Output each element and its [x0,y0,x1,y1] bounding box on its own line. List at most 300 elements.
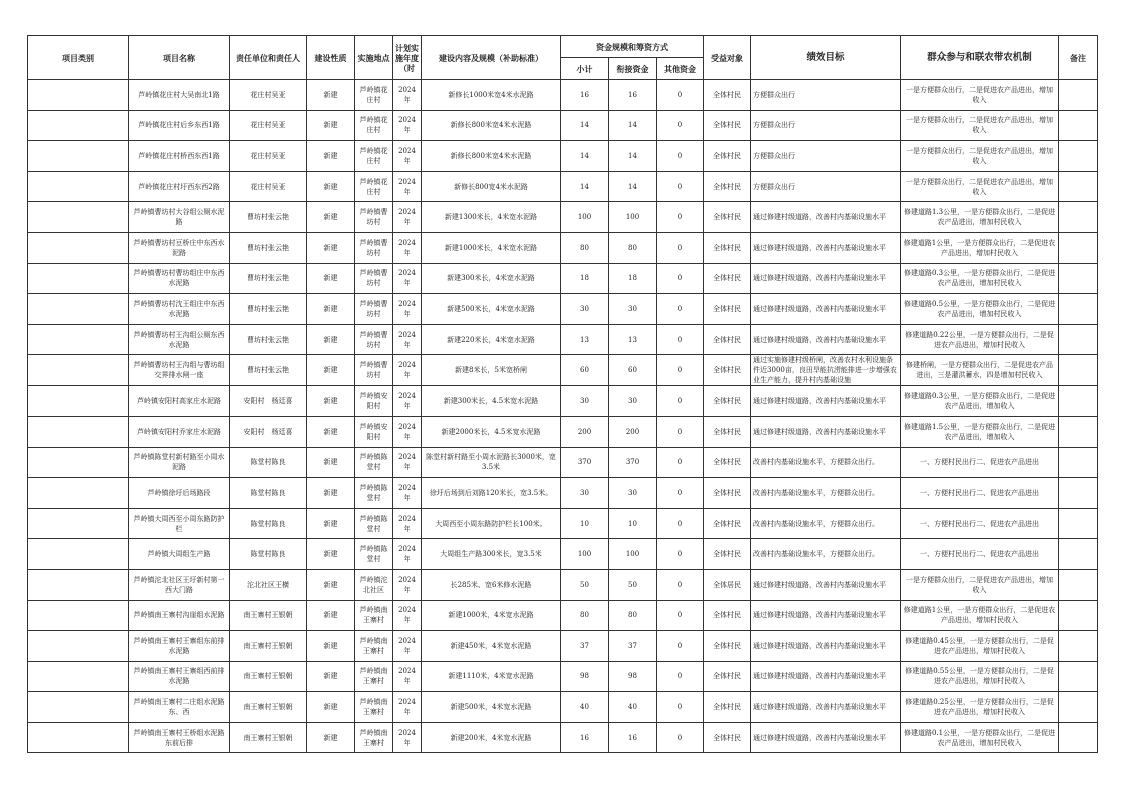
cell-performance-goal: 通过修建村级道路，改善村内基础设施水平 [751,324,901,355]
cell-content: 新修长800米宽4米水泥路 [422,141,561,172]
cell-project-name: 芦岭镇花庄村大吴南北1路 [129,80,230,111]
cell-farmer-mechanism: 修建道路0.3公里，一是方便群众出行，二是促进农产品进出，增加村民收入 [901,263,1059,294]
cell-category [28,294,129,325]
cell-construction-nature: 新建 [307,508,355,539]
header-name: 项目名称 [129,36,230,80]
table-row [28,631,1098,662]
cell-beneficiary: 全体村民 [704,600,751,631]
cell-beneficiary: 全体村民 [704,386,751,417]
header-unit: 责任单位和责任人 [230,36,307,80]
table-body [28,80,1098,753]
cell-beneficiary: 全体村民 [704,692,751,723]
cell-responsible-unit: 南王寨村王银朝 [230,631,307,662]
cell-location: 芦岭镇曹坊村 [355,263,393,294]
cell-category [28,478,129,509]
table-row [28,569,1098,600]
cell-category [28,202,129,233]
table-row [28,386,1098,417]
cell-content: 新建200米，4米宽水泥路 [422,722,561,753]
cell-category [28,171,129,202]
cell-farmer-mechanism: 修建道路0.3公里，一是方便群众出行，二是促进农产品进出，增加收入 [901,386,1059,417]
cell-construction-nature: 新建 [307,569,355,600]
cell-subtotal: 14 [561,141,609,172]
cell-note [1059,80,1098,111]
cell-linked-funds: 40 [609,692,657,723]
cell-note [1059,263,1098,294]
header-year: 计划实施年度（时 [393,36,422,80]
cell-performance-goal: 方便群众出行 [751,110,901,141]
cell-performance-goal: 通过修建村级道路，改善村内基础设施水平 [751,600,901,631]
cell-performance-goal: 改善村内基础设施水平，方便群众出行。 [751,508,901,539]
cell-subtotal: 80 [561,600,609,631]
table-row [28,171,1098,202]
cell-construction-nature: 新建 [307,355,355,386]
cell-project-name: 芦岭镇安阳村高家庄水泥路 [129,386,230,417]
cell-project-name: 芦岭镇曹坊村豆桥庄中东西水泥路 [129,232,230,263]
cell-farmer-mechanism: 修建道路0.22公里，一是方便群众出行，二是促进农产品进出，增加村民收入 [901,324,1059,355]
cell-project-name: 芦岭镇花庄村圩西东西2路 [129,171,230,202]
cell-project-name: 芦岭镇曹坊村沈王组庄中东西水泥路 [129,294,230,325]
cell-linked-funds: 100 [609,202,657,233]
cell-year: 2024年 [393,355,422,386]
cell-responsible-unit: 陈堂村陈良 [230,539,307,570]
cell-other-funds: 0 [657,508,704,539]
table-row [28,80,1098,111]
cell-farmer-mechanism: 一、方便村民出行二、促进农产品进出 [901,478,1059,509]
cell-location: 芦岭镇花庄村 [355,110,393,141]
cell-beneficiary: 全体村民 [704,539,751,570]
header-nature: 建设性质 [307,36,355,80]
cell-beneficiary: 全体村民 [704,141,751,172]
cell-other-funds: 0 [657,171,704,202]
cell-performance-goal: 改善村内基础设施水平，方便群众出行。 [751,447,901,478]
table-row [28,539,1098,570]
cell-performance-goal: 方便群众出行 [751,171,901,202]
cell-content: 新建300米长，4.5米宽水泥路 [422,386,561,417]
cell-year: 2024年 [393,692,422,723]
cell-location: 芦岭镇陈堂村 [355,447,393,478]
cell-responsible-unit: 安阳村 杨廷喜 [230,416,307,447]
cell-note [1059,141,1098,172]
cell-beneficiary: 全体村民 [704,631,751,662]
cell-linked-funds: 30 [609,386,657,417]
cell-performance-goal: 通过修建村级道路，改善村内基础设施水平 [751,294,901,325]
cell-location: 芦岭镇曹坊村 [355,202,393,233]
cell-content: 新建1110米，4米宽水泥路 [422,661,561,692]
cell-category [28,569,129,600]
cell-year: 2024年 [393,386,422,417]
cell-linked-funds: 30 [609,478,657,509]
cell-project-name: 芦岭镇花庄村后乡东西1路 [129,110,230,141]
cell-content: 新建1000米，4米宽水泥路 [422,600,561,631]
cell-location: 芦岭镇曹坊村 [355,294,393,325]
cell-other-funds: 0 [657,141,704,172]
cell-content: 大周组生产路300米长，宽3.5米 [422,539,561,570]
cell-note [1059,202,1098,233]
cell-content: 新建220米长，4米宽水泥路 [422,324,561,355]
cell-linked-funds: 50 [609,569,657,600]
cell-responsible-unit: 花庄村吴亚 [230,110,307,141]
cell-subtotal: 16 [561,80,609,111]
header-content: 建设内容及规模（补助标准） [422,36,561,80]
header-goal: 绩效目标 [751,36,901,80]
cell-beneficiary: 全体村民 [704,355,751,386]
cell-construction-nature: 新建 [307,661,355,692]
cell-note [1059,600,1098,631]
cell-construction-nature: 新建 [307,110,355,141]
cell-beneficiary: 全体村民 [704,447,751,478]
cell-category [28,80,129,111]
cell-construction-nature: 新建 [307,416,355,447]
cell-location: 芦岭镇曹坊村 [355,355,393,386]
cell-construction-nature: 新建 [307,324,355,355]
cell-farmer-mechanism: 一是方便群众出行，二是促进农产品进出，增加收入 [901,171,1059,202]
cell-subtotal: 200 [561,416,609,447]
cell-beneficiary: 全体村民 [704,324,751,355]
cell-construction-nature: 新建 [307,202,355,233]
cell-location: 芦岭镇曹坊村 [355,324,393,355]
cell-category [28,263,129,294]
table-row [28,232,1098,263]
cell-linked-funds: 200 [609,416,657,447]
cell-project-name: 芦岭镇南王寨村王桥组水泥路东前后排 [129,722,230,753]
cell-location: 芦岭镇安阳村 [355,386,393,417]
cell-beneficiary: 全体村民 [704,110,751,141]
cell-linked-funds: 13 [609,324,657,355]
cell-content: 大周西至小周东路防护栏长100米。 [422,508,561,539]
cell-responsible-unit: 陈堂村陈良 [230,447,307,478]
cell-farmer-mechanism: 修建道路1.3公里，一是方便群众出行，二是促进农产品进出，增加村民收入 [901,202,1059,233]
cell-other-funds: 0 [657,202,704,233]
cell-performance-goal: 通过修建村级道路，改善村内基础设施水平 [751,631,901,662]
cell-category [28,722,129,753]
table-row [28,447,1098,478]
cell-beneficiary: 全体村民 [704,661,751,692]
header-linked-funds: 衔接资金 [609,58,657,80]
cell-note [1059,539,1098,570]
cell-project-name: 芦岭镇南王寨村王寨组西前排水泥路 [129,661,230,692]
cell-note [1059,294,1098,325]
cell-category [28,600,129,631]
cell-content: 新建1000米长，4米宽水泥路 [422,232,561,263]
cell-construction-nature: 新建 [307,539,355,570]
cell-linked-funds: 14 [609,171,657,202]
cell-other-funds: 0 [657,569,704,600]
cell-year: 2024年 [393,263,422,294]
table-row [28,263,1098,294]
cell-subtotal: 16 [561,722,609,753]
cell-construction-nature: 新建 [307,478,355,509]
cell-year: 2024年 [393,294,422,325]
cell-note [1059,171,1098,202]
cell-beneficiary: 全体村民 [704,722,751,753]
cell-subtotal: 40 [561,692,609,723]
cell-project-name: 芦岭镇南王寨村二庄组水泥路东、西 [129,692,230,723]
cell-year: 2024年 [393,141,422,172]
table-row [28,722,1098,753]
cell-project-name: 芦岭镇沱北社区王圩新村第一西大门路 [129,569,230,600]
cell-performance-goal: 通过修建村级道路，改善村内基础设施水平 [751,263,901,294]
cell-note [1059,386,1098,417]
cell-project-name: 芦岭镇花庄村桥西东西1路 [129,141,230,172]
cell-linked-funds: 16 [609,80,657,111]
cell-farmer-mechanism: 修建桥闸，一是方便群众出行，二是促进农产品进出，三是灌洪蓄水，四是增加村民收入 [901,355,1059,386]
cell-project-name: 芦岭镇大周西至小周东路防护栏 [129,508,230,539]
cell-beneficiary: 全体村民 [704,294,751,325]
cell-project-name: 芦岭镇南王寨村王寨组东前排水泥路 [129,631,230,662]
cell-beneficiary: 全体村民 [704,508,751,539]
cell-farmer-mechanism: 修建道路0.1公里，一是方便群众出行，二是促进农产品进出，增加村民收入 [901,722,1059,753]
cell-beneficiary: 全体村民 [704,416,751,447]
cell-farmer-mechanism: 一是方便群众出行，二是促进农产品进出，增加收入 [901,569,1059,600]
table-row [28,416,1098,447]
table-row [28,110,1098,141]
cell-construction-nature: 新建 [307,263,355,294]
cell-content: 新建300米长，4米宽水泥路 [422,263,561,294]
cell-year: 2024年 [393,171,422,202]
cell-farmer-mechanism: 修建道路0.25公里，一是方便群众出行，二是促进农产品进出，增加村民收入 [901,692,1059,723]
cell-farmer-mechanism: 修建道路1.5公里，一是方便群众出行，二是促进农产品进出，增加收入 [901,416,1059,447]
cell-other-funds: 0 [657,416,704,447]
table-row [28,141,1098,172]
cell-note [1059,355,1098,386]
cell-note [1059,661,1098,692]
cell-year: 2024年 [393,324,422,355]
cell-beneficiary: 全体居民 [704,569,751,600]
cell-responsible-unit: 曹坊村张云艳 [230,202,307,233]
cell-year: 2024年 [393,569,422,600]
cell-linked-funds: 98 [609,661,657,692]
cell-category [28,447,129,478]
cell-project-name: 芦岭镇南王寨村沟崖组水泥路 [129,600,230,631]
cell-subtotal: 370 [561,447,609,478]
cell-content: 新建500米长，4米宽水泥路 [422,294,561,325]
cell-subtotal: 37 [561,631,609,662]
cell-subtotal: 98 [561,661,609,692]
cell-farmer-mechanism: 修建道路1公里，一是方便群众出行，二是促进农产品进出，增加村民收入 [901,600,1059,631]
cell-year: 2024年 [393,661,422,692]
cell-responsible-unit: 南王寨村王银朝 [230,600,307,631]
cell-other-funds: 0 [657,661,704,692]
cell-performance-goal: 通过修建村级道路，改善村内基础设施水平 [751,661,901,692]
cell-year: 2024年 [393,232,422,263]
cell-beneficiary: 全体村民 [704,80,751,111]
table-row [28,355,1098,386]
cell-year: 2024年 [393,508,422,539]
cell-responsible-unit: 曹坊村张云艳 [230,232,307,263]
cell-location: 芦岭镇南王寨村 [355,661,393,692]
cell-location: 芦岭镇南王寨村 [355,631,393,662]
cell-linked-funds: 14 [609,110,657,141]
cell-construction-nature: 新建 [307,171,355,202]
cell-note [1059,478,1098,509]
cell-note [1059,232,1098,263]
cell-responsible-unit: 曹坊村张云艳 [230,324,307,355]
cell-year: 2024年 [393,447,422,478]
cell-note [1059,722,1098,753]
table-row [28,324,1098,355]
cell-note [1059,447,1098,478]
cell-category [28,324,129,355]
cell-construction-nature: 新建 [307,692,355,723]
cell-linked-funds: 60 [609,355,657,386]
cell-project-name: 芦岭镇大周组生产路 [129,539,230,570]
header-other-funds: 其他资金 [657,58,704,80]
cell-farmer-mechanism: 一、方便村民出行二、促进农产品进出 [901,447,1059,478]
cell-content: 长285米、宽6米修水泥路 [422,569,561,600]
cell-content: 新建500米，4米宽水泥路 [422,692,561,723]
cell-location: 芦岭镇南王寨村 [355,692,393,723]
cell-category [28,508,129,539]
cell-subtotal: 60 [561,355,609,386]
cell-other-funds: 0 [657,692,704,723]
cell-performance-goal: 通过修建村级道路，改善村内基础设施水平 [751,569,901,600]
cell-subtotal: 100 [561,539,609,570]
cell-subtotal: 14 [561,110,609,141]
cell-linked-funds: 16 [609,722,657,753]
cell-location: 芦岭镇曹坊村 [355,232,393,263]
cell-linked-funds: 80 [609,600,657,631]
cell-subtotal: 13 [561,324,609,355]
cell-responsible-unit: 花庄村吴亚 [230,141,307,172]
cell-linked-funds: 18 [609,263,657,294]
cell-year: 2024年 [393,416,422,447]
cell-project-name: 芦岭镇曹坊村曹坊组庄中东西水泥路 [129,263,230,294]
header-mechanism: 群众参与和联农带农机制 [901,36,1059,80]
cell-content: 新修长800米宽4米水泥路 [422,110,561,141]
cell-performance-goal: 通过修建村级道路，改善村内基础设施水平 [751,386,901,417]
cell-other-funds: 0 [657,447,704,478]
cell-construction-nature: 新建 [307,232,355,263]
project-table [27,35,1098,753]
cell-note [1059,692,1098,723]
cell-note [1059,569,1098,600]
cell-year: 2024年 [393,110,422,141]
header-beneficiary: 受益对象 [704,36,751,80]
cell-year: 2024年 [393,722,422,753]
cell-responsible-unit: 曹坊村张云艳 [230,263,307,294]
cell-linked-funds: 30 [609,294,657,325]
cell-content: 新修长1000米宽4米水泥路 [422,80,561,111]
cell-project-name: 芦岭镇曹坊村王沟组公厕东西水泥路 [129,324,230,355]
cell-construction-nature: 新建 [307,141,355,172]
header-subtotal: 小计 [561,58,609,80]
cell-farmer-mechanism: 修建道路0.55公里，一是方便群众出行，二是促进农产品进出，增加村民收入 [901,661,1059,692]
cell-performance-goal: 方便群众出行 [751,141,901,172]
cell-performance-goal: 改善村内基础设施水平，方便群众出行。 [751,478,901,509]
cell-performance-goal: 通过修建村级道路，改善村内基础设施水平 [751,722,901,753]
cell-performance-goal: 方便群众出行 [751,80,901,111]
cell-beneficiary: 全体村民 [704,202,751,233]
cell-responsible-unit: 陈堂村陈良 [230,478,307,509]
cell-construction-nature: 新建 [307,80,355,111]
cell-farmer-mechanism: 修建道路0.5公里，一是方便群众出行，二是促进农产品进出，增加村民收入 [901,294,1059,325]
cell-other-funds: 0 [657,722,704,753]
cell-project-name: 芦岭镇陈堂村新村路至小周水泥路 [129,447,230,478]
cell-category [28,355,129,386]
cell-project-name: 芦岭镇曹坊村王沟组与曹坊组交界排水闸一座 [129,355,230,386]
cell-linked-funds: 14 [609,141,657,172]
table-row [28,661,1098,692]
cell-construction-nature: 新建 [307,294,355,325]
cell-year: 2024年 [393,539,422,570]
cell-construction-nature: 新建 [307,386,355,417]
cell-construction-nature: 新建 [307,447,355,478]
cell-other-funds: 0 [657,263,704,294]
cell-subtotal: 30 [561,478,609,509]
cell-other-funds: 0 [657,110,704,141]
cell-construction-nature: 新建 [307,600,355,631]
cell-location: 芦岭镇陈堂村 [355,539,393,570]
cell-subtotal: 10 [561,508,609,539]
table-row [28,600,1098,631]
table-row [28,294,1098,325]
cell-project-name: 芦岭镇曹坊村大谷组公厕水泥路 [129,202,230,233]
cell-responsible-unit: 安阳村 杨廷喜 [230,386,307,417]
cell-location: 芦岭镇陈堂村 [355,478,393,509]
cell-responsible-unit: 南王寨村王银朝 [230,661,307,692]
cell-content: 新建450米，4米宽水泥路 [422,631,561,662]
table-row [28,692,1098,723]
cell-year: 2024年 [393,631,422,662]
cell-performance-goal: 改善村内基础设施水平，方便群众出行。 [751,539,901,570]
cell-location: 芦岭镇花庄村 [355,141,393,172]
cell-other-funds: 0 [657,294,704,325]
cell-note [1059,631,1098,662]
cell-note [1059,110,1098,141]
header-location: 实施地点 [355,36,393,80]
cell-performance-goal: 通过修建村级道路，改善村内基础设施水平 [751,202,901,233]
cell-category [28,110,129,141]
cell-location: 芦岭镇沱北社区 [355,569,393,600]
cell-performance-goal: 通过修建村级道路，改善村内基础设施水平 [751,692,901,723]
cell-farmer-mechanism: 一、方便村民出行二、促进农产品进出 [901,539,1059,570]
cell-note [1059,508,1098,539]
cell-category [28,232,129,263]
cell-location: 芦岭镇南王寨村 [355,600,393,631]
cell-responsible-unit: 花庄村吴亚 [230,171,307,202]
cell-content: 新修长800宽4米水泥路 [422,171,561,202]
cell-farmer-mechanism: 修建道路0.45公里，一是方便群众出行，二是促进农产品进出，增加村民收入 [901,631,1059,662]
header-category: 项目类别 [28,36,129,80]
cell-location: 芦岭镇陈堂村 [355,508,393,539]
cell-subtotal: 18 [561,263,609,294]
cell-responsible-unit: 沱北社区王横 [230,569,307,600]
cell-subtotal: 30 [561,294,609,325]
cell-farmer-mechanism: 一、方便村民出行二、促进农产品进出 [901,508,1059,539]
header-note: 备注 [1059,36,1098,80]
cell-performance-goal: 通过修建村级道路，改善村内基础设施水平 [751,232,901,263]
cell-category [28,386,129,417]
cell-responsible-unit: 南王寨村王银朝 [230,722,307,753]
header-funding: 资金规模和筹资方式 [561,36,704,58]
cell-category [28,661,129,692]
cell-responsible-unit: 花庄村吴亚 [230,80,307,111]
cell-location: 芦岭镇花庄村 [355,80,393,111]
cell-category [28,631,129,662]
cell-content: 陈堂村新村路至小周水泥路长3000米，宽3.5米 [422,447,561,478]
cell-year: 2024年 [393,478,422,509]
cell-farmer-mechanism: 一是方便群众出行，二是促进农产品进出，增加收入 [901,80,1059,111]
cell-year: 2024年 [393,202,422,233]
cell-note [1059,416,1098,447]
cell-subtotal: 50 [561,569,609,600]
cell-responsible-unit: 曹坊村张云艳 [230,355,307,386]
cell-other-funds: 0 [657,539,704,570]
cell-performance-goal: 通过修建村级道路，改善村内基础设施水平 [751,416,901,447]
cell-other-funds: 0 [657,232,704,263]
cell-location: 芦岭镇南王寨村 [355,722,393,753]
